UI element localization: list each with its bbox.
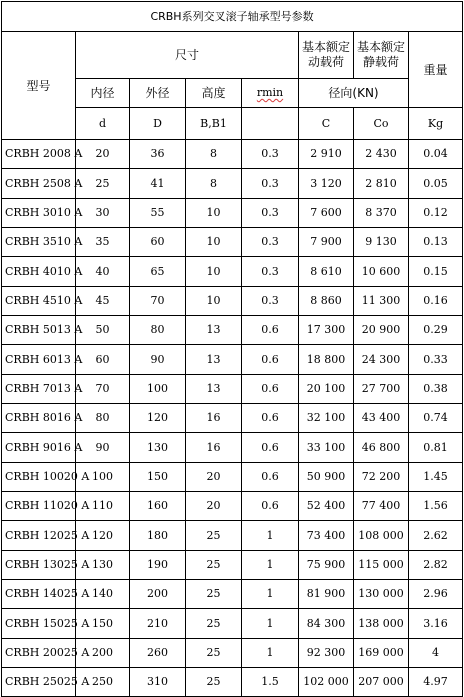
row-static-load: 24 300 xyxy=(354,345,409,375)
unit-D: D xyxy=(130,108,186,140)
table-title: CRBH系列交叉滚子轴承型号参数 xyxy=(2,2,463,32)
row-height: 13 xyxy=(186,345,242,375)
table-row xyxy=(2,668,463,697)
row-outer-diameter: 310 xyxy=(130,668,186,697)
table-row xyxy=(2,257,463,287)
row-static-load: 207 000 xyxy=(354,668,409,697)
row-height: 25 xyxy=(186,521,242,551)
row-weight: 0.29 xyxy=(409,316,463,345)
row-model: CRBH 4510 A xyxy=(2,287,76,316)
row-model: CRBH 14025 A xyxy=(2,580,76,609)
row-inner-diameter: 60 xyxy=(76,345,130,375)
row-model: CRBH 6013 A xyxy=(2,345,76,375)
row-model: CRBH 7013 A xyxy=(2,375,76,404)
row-dynamic-load: 102 000 xyxy=(299,668,354,697)
row-rmin: 0.3 xyxy=(242,287,299,316)
table-row xyxy=(2,140,463,169)
row-height: 8 xyxy=(186,140,242,169)
spec-table-container xyxy=(1,1,463,697)
table-row xyxy=(2,580,463,609)
row-weight: 0.12 xyxy=(409,199,463,228)
row-rmin: 0.3 xyxy=(242,169,299,199)
row-static-load: 77 400 xyxy=(354,492,409,521)
row-dynamic-load: 81 900 xyxy=(299,580,354,609)
row-outer-diameter: 65 xyxy=(130,257,186,287)
header-dimensions: 尺寸 xyxy=(76,32,299,79)
row-height: 10 xyxy=(186,228,242,257)
row-height: 25 xyxy=(186,551,242,580)
row-dynamic-load: 8 860 xyxy=(299,287,354,316)
unit-rmin xyxy=(242,108,299,140)
row-dynamic-load: 32 100 xyxy=(299,404,354,433)
row-dynamic-load: 3 120 xyxy=(299,169,354,199)
row-rmin: 1 xyxy=(242,551,299,580)
unit-B: B,B1 xyxy=(186,108,242,140)
row-weight: 1.45 xyxy=(409,463,463,492)
row-inner-diameter: 30 xyxy=(76,199,130,228)
row-outer-diameter: 160 xyxy=(130,492,186,521)
row-inner-diameter: 200 xyxy=(76,639,130,668)
row-dynamic-load: 84 300 xyxy=(299,609,354,639)
row-inner-diameter: 130 xyxy=(76,551,130,580)
row-model: CRBH 3510 A xyxy=(2,228,76,257)
row-weight: 0.15 xyxy=(409,257,463,287)
row-static-load: 43 400 xyxy=(354,404,409,433)
row-static-load: 2 810 xyxy=(354,169,409,199)
row-static-load: 20 900 xyxy=(354,316,409,345)
table-row xyxy=(2,433,463,463)
row-rmin: 1 xyxy=(242,609,299,639)
header-outer-diameter: 外径 xyxy=(130,79,186,108)
row-model: CRBH 3010 A xyxy=(2,199,76,228)
row-dynamic-load: 20 100 xyxy=(299,375,354,404)
row-rmin: 0.6 xyxy=(242,345,299,375)
row-weight: 2.62 xyxy=(409,521,463,551)
row-static-load: 46 800 xyxy=(354,433,409,463)
header-inner-diameter: 内径 xyxy=(76,79,130,108)
rmin-label: rmin xyxy=(256,86,284,99)
row-inner-diameter: 20 xyxy=(76,140,130,169)
row-static-load: 130 000 xyxy=(354,580,409,609)
unit-d: d xyxy=(76,108,130,140)
row-outer-diameter: 100 xyxy=(130,375,186,404)
row-rmin: 1 xyxy=(242,521,299,551)
table-row xyxy=(2,316,463,345)
row-inner-diameter: 150 xyxy=(76,609,130,639)
table-row xyxy=(2,199,463,228)
header-radial: 径向(KN) xyxy=(299,79,409,108)
row-outer-diameter: 60 xyxy=(130,228,186,257)
row-model: CRBH 5013 A xyxy=(2,316,76,345)
row-weight: 0.04 xyxy=(409,140,463,169)
row-weight: 0.05 xyxy=(409,169,463,199)
row-height: 25 xyxy=(186,609,242,639)
row-inner-diameter: 50 xyxy=(76,316,130,345)
row-outer-diameter: 130 xyxy=(130,433,186,463)
row-outer-diameter: 36 xyxy=(130,140,186,169)
row-model: CRBH 4010 A xyxy=(2,257,76,287)
row-inner-diameter: 45 xyxy=(76,287,130,316)
row-dynamic-load: 7 900 xyxy=(299,228,354,257)
bearing-spec-table xyxy=(1,1,463,697)
row-inner-diameter: 90 xyxy=(76,433,130,463)
row-outer-diameter: 80 xyxy=(130,316,186,345)
row-model: CRBH 9016 A xyxy=(2,433,76,463)
table-row xyxy=(2,345,463,375)
row-model: CRBH 10020 A xyxy=(2,463,76,492)
row-weight: 0.81 xyxy=(409,433,463,463)
row-dynamic-load: 8 610 xyxy=(299,257,354,287)
table-row xyxy=(2,463,463,492)
row-height: 8 xyxy=(186,169,242,199)
row-static-load: 27 700 xyxy=(354,375,409,404)
row-height: 25 xyxy=(186,639,242,668)
row-outer-diameter: 55 xyxy=(130,199,186,228)
row-inner-diameter: 70 xyxy=(76,375,130,404)
unit-kg: Kg xyxy=(409,108,463,140)
row-dynamic-load: 18 800 xyxy=(299,345,354,375)
row-weight: 2.82 xyxy=(409,551,463,580)
row-height: 20 xyxy=(186,463,242,492)
header-height: 高度 xyxy=(186,79,242,108)
row-height: 13 xyxy=(186,375,242,404)
row-static-load: 169 000 xyxy=(354,639,409,668)
row-model: CRBH 8016 A xyxy=(2,404,76,433)
row-model: CRBH 13025 A xyxy=(2,551,76,580)
row-rmin: 0.3 xyxy=(242,228,299,257)
row-inner-diameter: 250 xyxy=(76,668,130,697)
header-dynamic-load: 基本额定动载荷 xyxy=(299,32,354,79)
row-rmin: 0.6 xyxy=(242,433,299,463)
row-static-load: 10 600 xyxy=(354,257,409,287)
row-model: CRBH 2508 A xyxy=(2,169,76,199)
row-outer-diameter: 210 xyxy=(130,609,186,639)
row-height: 16 xyxy=(186,433,242,463)
row-rmin: 0.6 xyxy=(242,492,299,521)
row-static-load: 138 000 xyxy=(354,609,409,639)
row-weight: 0.33 xyxy=(409,345,463,375)
table-row xyxy=(2,404,463,433)
row-height: 10 xyxy=(186,287,242,316)
row-model: CRBH 25025 A xyxy=(2,668,76,697)
row-weight: 0.16 xyxy=(409,287,463,316)
row-rmin: 0.6 xyxy=(242,463,299,492)
row-inner-diameter: 40 xyxy=(76,257,130,287)
row-rmin: 0.6 xyxy=(242,404,299,433)
row-model: CRBH 11020 A xyxy=(2,492,76,521)
table-row xyxy=(2,521,463,551)
row-weight: 2.96 xyxy=(409,580,463,609)
row-model: CRBH 15025 A xyxy=(2,609,76,639)
row-static-load: 11 300 xyxy=(354,287,409,316)
row-inner-diameter: 110 xyxy=(76,492,130,521)
table-row xyxy=(2,169,463,199)
unit-Co: Co xyxy=(354,108,409,140)
row-height: 13 xyxy=(186,316,242,345)
table-row xyxy=(2,375,463,404)
table-row xyxy=(2,551,463,580)
row-outer-diameter: 180 xyxy=(130,521,186,551)
row-height: 25 xyxy=(186,580,242,609)
row-inner-diameter: 120 xyxy=(76,521,130,551)
row-dynamic-load: 17 300 xyxy=(299,316,354,345)
row-rmin: 0.3 xyxy=(242,140,299,169)
row-model: CRBH 12025 A xyxy=(2,521,76,551)
row-height: 25 xyxy=(186,668,242,697)
row-dynamic-load: 92 300 xyxy=(299,639,354,668)
row-height: 20 xyxy=(186,492,242,521)
row-weight: 0.74 xyxy=(409,404,463,433)
row-height: 16 xyxy=(186,404,242,433)
row-dynamic-load: 2 910 xyxy=(299,140,354,169)
row-weight: 0.38 xyxy=(409,375,463,404)
row-outer-diameter: 190 xyxy=(130,551,186,580)
row-model: CRBH 2008 A xyxy=(2,140,76,169)
table-row xyxy=(2,228,463,257)
row-static-load: 2 430 xyxy=(354,140,409,169)
header-rmin xyxy=(242,79,299,108)
row-static-load: 108 000 xyxy=(354,521,409,551)
row-weight: 1.56 xyxy=(409,492,463,521)
row-rmin: 0.6 xyxy=(242,316,299,345)
row-weight: 4.97 xyxy=(409,668,463,697)
row-rmin: 0.3 xyxy=(242,257,299,287)
table-row xyxy=(2,287,463,316)
unit-C: C xyxy=(299,108,354,140)
row-dynamic-load: 7 600 xyxy=(299,199,354,228)
row-static-load: 8 370 xyxy=(354,199,409,228)
row-outer-diameter: 70 xyxy=(130,287,186,316)
row-inner-diameter: 25 xyxy=(76,169,130,199)
row-rmin: 1 xyxy=(242,639,299,668)
table-row xyxy=(2,492,463,521)
row-static-load: 9 130 xyxy=(354,228,409,257)
row-height: 10 xyxy=(186,199,242,228)
row-rmin: 1 xyxy=(242,580,299,609)
row-height: 10 xyxy=(186,257,242,287)
header-model: 型号 xyxy=(2,32,76,140)
row-rmin: 1.5 xyxy=(242,668,299,697)
row-outer-diameter: 90 xyxy=(130,345,186,375)
row-dynamic-load: 75 900 xyxy=(299,551,354,580)
row-outer-diameter: 120 xyxy=(130,404,186,433)
row-inner-diameter: 35 xyxy=(76,228,130,257)
row-dynamic-load: 73 400 xyxy=(299,521,354,551)
row-outer-diameter: 150 xyxy=(130,463,186,492)
row-dynamic-load: 52 400 xyxy=(299,492,354,521)
row-rmin: 0.6 xyxy=(242,375,299,404)
row-weight: 3.16 xyxy=(409,609,463,639)
table-row xyxy=(2,639,463,668)
row-model: CRBH 20025 A xyxy=(2,639,76,668)
row-static-load: 115 000 xyxy=(354,551,409,580)
row-inner-diameter: 140 xyxy=(76,580,130,609)
row-dynamic-load: 50 900 xyxy=(299,463,354,492)
row-outer-diameter: 260 xyxy=(130,639,186,668)
row-weight: 4 xyxy=(409,639,463,668)
row-inner-diameter: 80 xyxy=(76,404,130,433)
row-inner-diameter: 100 xyxy=(76,463,130,492)
row-dynamic-load: 33 100 xyxy=(299,433,354,463)
header-weight: 重量 xyxy=(409,32,463,108)
table-row xyxy=(2,609,463,639)
row-weight: 0.13 xyxy=(409,228,463,257)
row-static-load: 72 200 xyxy=(354,463,409,492)
row-outer-diameter: 200 xyxy=(130,580,186,609)
row-outer-diameter: 41 xyxy=(130,169,186,199)
header-static-load: 基本额定静载荷 xyxy=(354,32,409,79)
row-rmin: 0.3 xyxy=(242,199,299,228)
